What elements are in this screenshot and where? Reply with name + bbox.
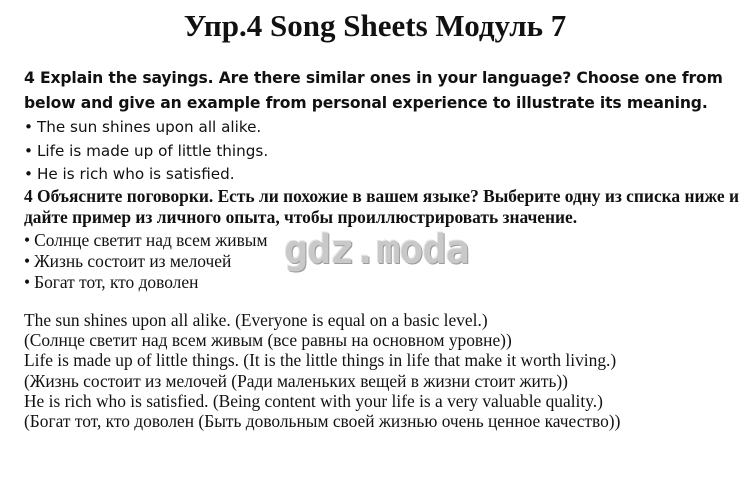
english-saying-item	[24, 116, 268, 140]
answer-line: (Жизнь состоит из мелочей (Ради маленьких вещей в жизни стоит жить))	[24, 370, 568, 391]
english-saying-text: He is rich who is satisfied.	[36, 165, 235, 183]
answer-line: The sun shines upon all alike. (Everyone is equal on a basic level.)	[24, 310, 488, 330]
russian-sayings-list	[24, 230, 267, 293]
english-saying-text: Life is made up of little things.	[36, 141, 269, 160]
russian-saying-text: Богат тот, кто доволен	[34, 272, 199, 292]
answer-line: (Богат тот, кто доволен (Быть довольным своей жизнью очень ценное качество))	[24, 411, 621, 432]
russian-saying-text: Солнце светит над всем живым	[34, 230, 268, 250]
russian-saying-item	[24, 272, 267, 293]
bullet-icon: •	[24, 230, 31, 250]
page-title: Упр.4 Song Sheets Модуль 7	[183, 8, 567, 43]
answer-line: (Солнце светит над всем живым (все равны на основном уровне))	[24, 330, 512, 351]
english-saying-item	[24, 163, 268, 187]
russian-task-prompt: 4 Объясните поговорки. Есть ли похожие в вашем языке? Выберите одну из списка ниже и дайте пример из личного опыта, чтобы проиллюстрировать значение.	[24, 186, 739, 227]
english-saying-item	[24, 140, 268, 164]
bullet-icon: •	[24, 272, 31, 292]
bullet-icon: •	[24, 165, 33, 183]
answers-block	[24, 310, 620, 431]
bullet-icon: •	[24, 118, 33, 136]
english-sayings-list	[24, 116, 268, 187]
russian-saying-item	[24, 251, 267, 272]
russian-saying-text: Жизнь состоит из мелочей	[34, 251, 232, 271]
bullet-icon: •	[24, 251, 31, 271]
russian-saying-item	[24, 230, 267, 251]
watermark-logo: gdz.moda	[284, 227, 469, 273]
answer-line: Life is made up of little things. (It is the little things in life that make it worth living.)	[24, 350, 617, 371]
english-task-prompt: 4 Explain the sayings. Are there similar ones in your language? Choose one from below and give an example from personal experience to illustrate its meaning.	[24, 69, 723, 112]
answer-line: He is rich who is satisfied. (Being content with your life is a very valuable quality.)	[24, 390, 603, 411]
english-saying-text: The sun shines upon all alike.	[36, 118, 262, 136]
bullet-icon: •	[24, 141, 33, 160]
